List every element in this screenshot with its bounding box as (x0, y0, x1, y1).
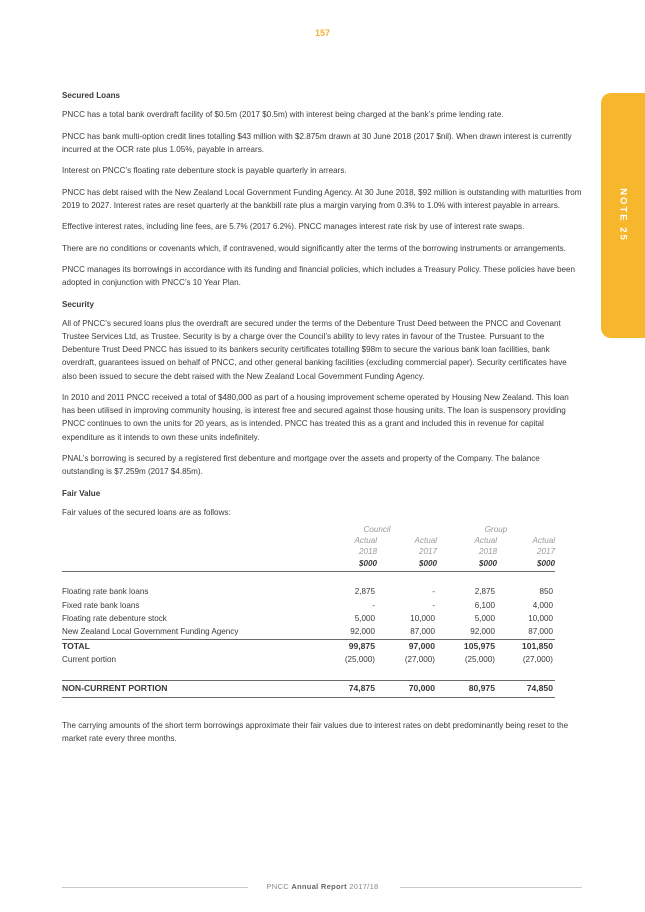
secured-loans-paragraph: Interest on PNCC’s floating rate debenture stock is payable quarterly in arrears. (62, 166, 347, 176)
row-label: Current portion (62, 655, 116, 665)
cell-value: 10,000 (528, 614, 553, 623)
column-header (437, 536, 497, 557)
row-label: New Zealand Local Government Funding Agency (62, 627, 239, 637)
secured-loans-paragraph: There are no conditions or covenants which, if contravened, would significantly alter the terms of the borrowing instruments or arrangements. (62, 243, 566, 253)
column-unit: $000 (418, 559, 437, 569)
table-units-row (62, 557, 555, 571)
column-unit: $000 (536, 559, 555, 569)
cell-value: 80,975 (437, 680, 497, 697)
fair-value-table (62, 523, 555, 698)
column-header-year: 2018 (478, 546, 497, 556)
cell-value: 5,000 (474, 614, 495, 623)
table-spacer (62, 666, 555, 680)
row-label: Floating rate debenture stock (62, 614, 167, 623)
secured-loans-paragraph: PNCC has bank multi-option credit lines totalling $43 million with $2.875m drawn at 30 June 2018 (2017 $nil). When drawn interest is currently incurred at the OCR rate plus 1.05%, payable in arrears. (62, 131, 572, 154)
cell-value: 99,875 (317, 639, 377, 653)
column-header-label: Actual (354, 536, 377, 546)
cell-value: (27,000) (522, 655, 553, 665)
column-header (497, 536, 555, 557)
column-header (377, 536, 437, 557)
cell-value: 5,000 (354, 614, 375, 623)
column-header-label: Actual (474, 536, 497, 546)
secured-loans-paragraph: Effective interest rates, including line fees, are 5.7% (2017 6.2%). PNCC manages interest rate risk by use of interest rate swaps. (62, 222, 525, 232)
cell-value: 92,000 (350, 627, 375, 637)
note-side-tab (601, 93, 645, 338)
table-divider (62, 571, 555, 585)
row-label: NON-CURRENT PORTION (62, 680, 317, 697)
cell-value: - (432, 587, 435, 597)
cell-value: 74,875 (317, 680, 377, 697)
row-label: Fixed rate bank loans (62, 600, 140, 610)
cell-value: 74,850 (497, 680, 555, 697)
table-row (62, 625, 555, 639)
cell-value: 97,000 (377, 639, 437, 653)
cell-value: 105,975 (437, 639, 497, 653)
row-label: TOTAL (62, 639, 317, 653)
total-row (62, 639, 555, 653)
cell-value: 6,100 (474, 600, 495, 610)
security-paragraph: PNAL’s borrowing is secured by a registered first debenture and mortgage over the assets and property of the Company. The balance outstanding is $7.259m (2017 $4.85m). (62, 453, 540, 477)
table-column-header-row (62, 536, 555, 557)
fair-value-heading: Fair Value (62, 488, 101, 498)
footer (0, 882, 645, 891)
cell-value: 10,000 (410, 614, 435, 623)
cell-value: 4,000 (532, 600, 553, 610)
footer-doc-title: Annual Report (291, 882, 347, 891)
cell-value: 850 (539, 587, 553, 597)
group-header-group: Group (484, 525, 508, 535)
column-header-label: Actual (532, 536, 555, 546)
secured-loans-paragraph: PNCC has a total bank overdraft facility of $0.5m (2017 $0.5m) with interest being charged at the bank’s prime lending rate. (62, 110, 504, 120)
secured-loans-heading: Secured Loans (62, 91, 121, 100)
cell-value: (25,000) (344, 655, 375, 665)
cell-value: - (432, 600, 435, 610)
cell-value: 70,000 (377, 680, 437, 697)
security-paragraph: In 2010 and 2011 PNCC received a total of $480,000 as part of a housing improvement scheme operated by Housing New Zealand. This loan has been utilised in improving community housing, is interest free and secured against those housing units. The loan is suspensory providing PNCC continues to own the units for 20 years, as is intended. PNCC has treated this as a grant and included this in revenue for capital expenditure as it intends to own these units indefinitely. (62, 392, 569, 442)
footer-org: PNCC (266, 882, 289, 891)
note-side-tab-label: NOTE 25 (617, 188, 629, 242)
column-header-year: 2017 (536, 546, 555, 556)
page-number: 157 (314, 28, 331, 38)
security-heading: Security (62, 299, 94, 309)
non-current-portion-row (62, 680, 555, 697)
fair-value-intro: Fair values of the secured loans are as follows: (62, 507, 231, 517)
column-header (317, 536, 377, 557)
cell-value: (27,000) (404, 655, 435, 665)
column-header-year: 2018 (358, 546, 377, 556)
column-unit: $000 (478, 559, 497, 569)
fair-value-closing-paragraph: The carrying amounts of the short term borrowings approximate their fair values due to interest rates on debt predominantly being reset to the market rate every three months. (62, 720, 569, 744)
group-header-council: Council (363, 525, 391, 535)
cell-value: 101,850 (497, 639, 555, 653)
table-row (62, 599, 555, 612)
table-row (62, 612, 555, 625)
cell-value: 87,000 (410, 627, 435, 637)
cell-value: 87,000 (528, 627, 553, 637)
column-header-label: Actual (414, 536, 437, 546)
cell-value: (25,000) (464, 655, 495, 665)
table-row (62, 585, 555, 598)
cell-value: - (372, 600, 375, 610)
cell-value: 92,000 (470, 627, 495, 637)
secured-loans-paragraph: PNCC has debt raised with the New Zealand Local Government Funding Agency. At 30 June 2018, $92 million is outstanding with maturities from 2019 to 2027. Interest rates are reset quarterly at the bankbill rate plus a margin varying from 0.3% to 1.0% with interest payable in arrears. (62, 187, 582, 210)
column-unit: $000 (358, 559, 377, 569)
table-group-header-row (62, 523, 555, 536)
row-label: Floating rate bank loans (62, 587, 149, 597)
cell-value: 2,875 (474, 587, 495, 597)
column-header-year: 2017 (418, 546, 437, 556)
main-content (62, 89, 582, 753)
current-portion-row (62, 653, 555, 666)
secured-loans-paragraph: PNCC manages its borrowings in accordance with its funding and financial policies, which includes a Treasury Policy. These policies have been adopted in conjunction with PNCC’s 10 Year Plan. (62, 264, 576, 288)
cell-value: 2,875 (354, 587, 375, 597)
security-paragraph: All of PNCC’s secured loans plus the overdraft are secured under the terms of the Debenture Trust Deed between the PNCC and Covenant Trustee Services Ltd, as Trustee. Security is by a charge over the Council’s ability to levy rates in favour of the Trustee. Pursuant to the Debenture Trust Deed PNCC has issued to its bankers security certificates totalling $98m to secure the various bank loan facilities, bank overdraft, guarantees issued on behalf of PNCC, and other general banking facilities (excluding commercial paper). Security certificates have also been issued to secure the debt raised with the New Zealand Local Government Funding Agency. (62, 318, 567, 381)
footer-year: 2017/18 (349, 882, 379, 891)
